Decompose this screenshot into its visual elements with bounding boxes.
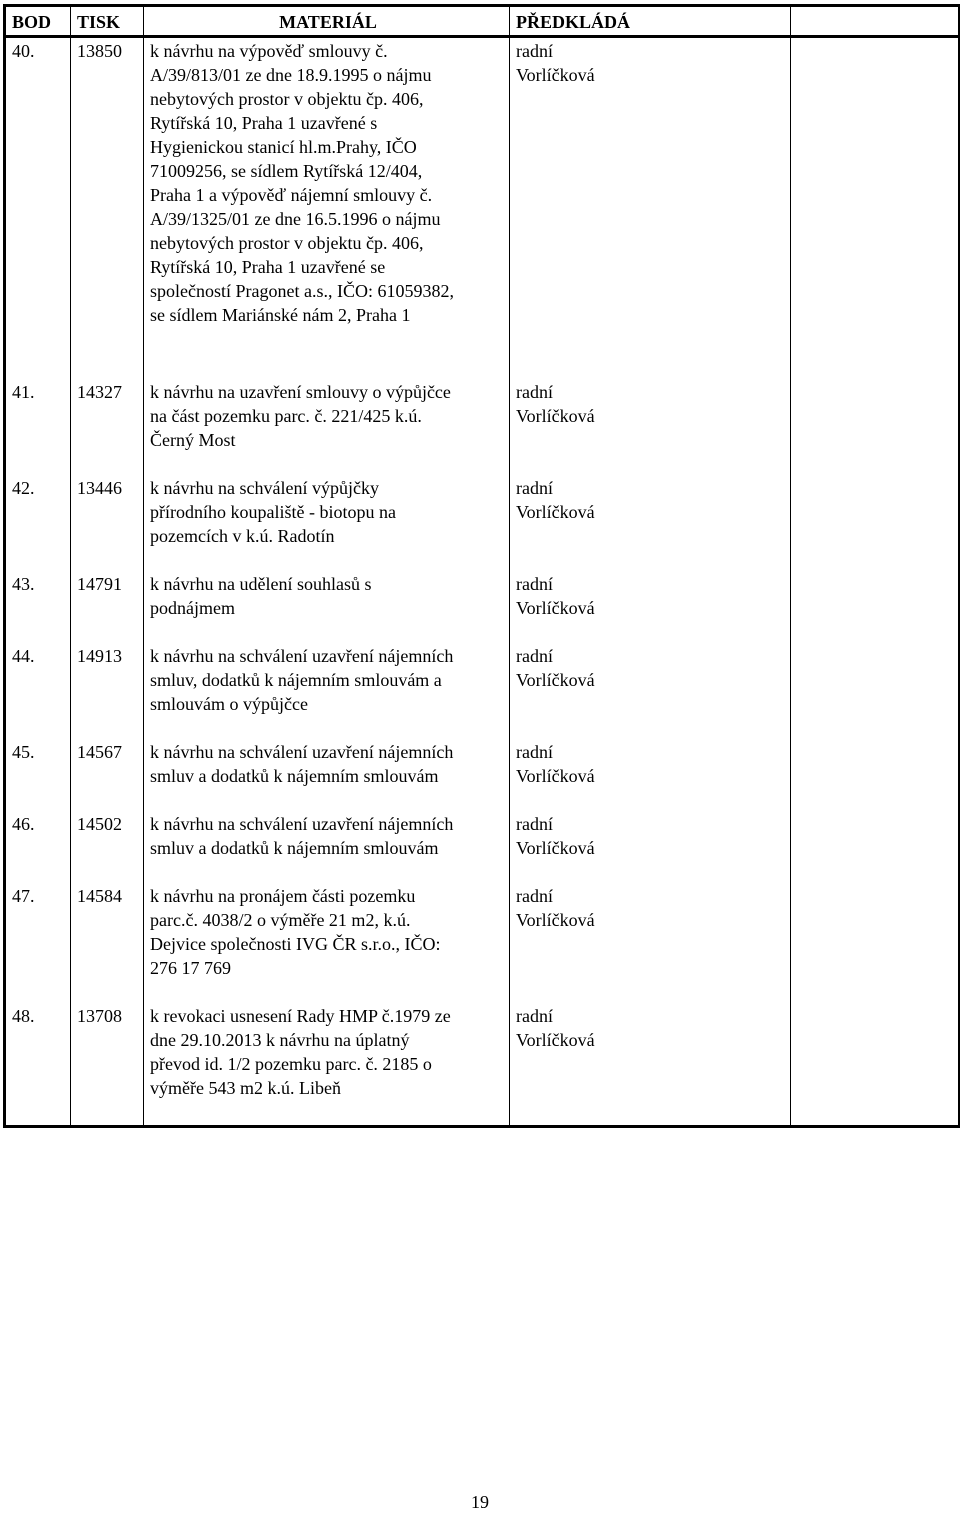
- row-tisk: 13446: [71, 475, 144, 571]
- row-predklada: radní Vorlíčková: [510, 37, 791, 379]
- row-extra: [791, 883, 960, 1003]
- row-bod: 44.: [5, 643, 71, 739]
- row-material: k návrhu na schválení uzavření nájemních smluv a dodatků k nájemním smlouvám: [144, 739, 510, 811]
- row-bod: 41.: [5, 379, 71, 475]
- row-material: k návrhu na pronájem části pozemku parc.č. 4038/2 o výměře 21 m2, k.ú. Dejvice společnosti IVG ČR s.r.o., IČO: 276 17 769: [144, 883, 510, 1003]
- row-tisk: 13708: [71, 1003, 144, 1127]
- header-row: [5, 6, 960, 37]
- row-material: k návrhu na schválení výpůjčky přírodního koupaliště - biotopu na pozemcích v k.ú. Radotín: [144, 475, 510, 571]
- row-material: k návrhu na výpověď smlouvy č. A/39/813/01 ze dne 18.9.1995 o nájmu nebytových prostor v objektu čp. 406, Rytířská 10, Praha 1 uzavřené s Hygienickou stanicí hl.m.Prahy, IČO 71009256, se sídlem Rytířská 12/404, Praha 1 a výpověď nájemní smlouvy č. A/39/1325/01 ze dne 16.5.1996 o nájmu nebytových prostor v objektu čp. 406, Rytířská 10, Praha 1 uzavřené se společností Pragonet a.s., IČO: 61059382, se sídlem Mariánské nám 2, Praha 1: [144, 37, 510, 379]
- row-bod: 48.: [5, 1003, 71, 1127]
- row-bod: 45.: [5, 739, 71, 811]
- table-row: [5, 643, 960, 739]
- row-material: k návrhu na schválení uzavření nájemních smluv a dodatků k nájemním smlouvám: [144, 811, 510, 883]
- row-extra: [791, 1003, 960, 1127]
- row-material: k návrhu na schválení uzavření nájemních smluv, dodatků k nájemním smlouvám a smlouvám o výpůjčce: [144, 643, 510, 739]
- row-predklada: radní Vorlíčková: [510, 1003, 791, 1127]
- row-extra: [791, 475, 960, 571]
- table-row: [5, 37, 960, 379]
- row-tisk: 14584: [71, 883, 144, 1003]
- row-predklada: radní Vorlíčková: [510, 739, 791, 811]
- table-row: [5, 883, 960, 1003]
- header-predklada: PŘEDKLÁDÁ: [510, 6, 791, 37]
- row-tisk: 14913: [71, 643, 144, 739]
- table-row: [5, 811, 960, 883]
- agenda-table: [3, 4, 960, 1128]
- row-bod: 42.: [5, 475, 71, 571]
- row-predklada: radní Vorlíčková: [510, 475, 791, 571]
- row-tisk: 14791: [71, 571, 144, 643]
- row-bod: 43.: [5, 571, 71, 643]
- row-extra: [791, 811, 960, 883]
- header-bod: BOD: [5, 6, 71, 37]
- header-tisk: TISK: [71, 6, 144, 37]
- row-tisk: 14502: [71, 811, 144, 883]
- page-number: 19: [471, 1492, 489, 1512]
- table-row: [5, 1003, 960, 1127]
- row-tisk: 14567: [71, 739, 144, 811]
- row-material: k návrhu na udělení souhlasů s podnájmem: [144, 571, 510, 643]
- row-extra: [791, 37, 960, 379]
- table-row: [5, 571, 960, 643]
- row-material: k návrhu na uzavření smlouvy o výpůjčce na část pozemku parc. č. 221/425 k.ú. Černý Most: [144, 379, 510, 475]
- row-extra: [791, 571, 960, 643]
- row-bod: 46.: [5, 811, 71, 883]
- header-material: MATERIÁL: [144, 6, 510, 37]
- row-tisk: 14327: [71, 379, 144, 475]
- row-predklada: radní Vorlíčková: [510, 571, 791, 643]
- row-predklada: radní Vorlíčková: [510, 379, 791, 475]
- row-tisk: 13850: [71, 37, 144, 379]
- table-row: [5, 379, 960, 475]
- header-extra: [791, 6, 960, 37]
- row-predklada: radní Vorlíčková: [510, 643, 791, 739]
- row-predklada: radní Vorlíčková: [510, 883, 791, 1003]
- table-row: [5, 739, 960, 811]
- row-extra: [791, 739, 960, 811]
- row-predklada: radní Vorlíčková: [510, 811, 791, 883]
- table-row: [5, 475, 960, 571]
- agenda-body: [5, 37, 960, 1127]
- row-bod: 47.: [5, 883, 71, 1003]
- row-material: k revokaci usnesení Rady HMP č.1979 ze dne 29.10.2013 k návrhu na úplatný převod id. 1/2 pozemku parc. č. 2185 o výměře 543 m2 k.ú. Libeň: [144, 1003, 510, 1127]
- row-extra: [791, 379, 960, 475]
- row-extra: [791, 643, 960, 739]
- row-bod: 40.: [5, 37, 71, 379]
